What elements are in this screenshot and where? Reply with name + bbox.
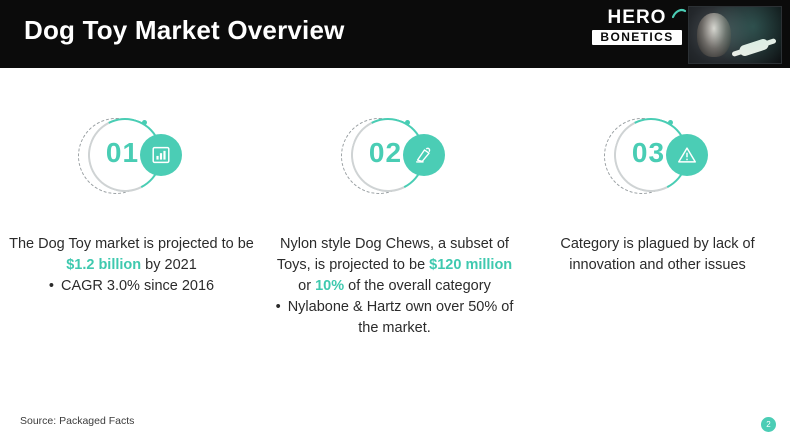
brand-logo	[592, 8, 682, 56]
page-number-badge: 2	[761, 417, 776, 432]
bullet-list-01	[7, 276, 257, 297]
content-columns	[0, 110, 790, 339]
highlight-value: $120 million	[429, 257, 513, 273]
slide-header	[0, 0, 790, 68]
brand-name-secondary: BONETICS	[592, 30, 682, 45]
column-text-01	[7, 234, 257, 297]
step-number-03: 03	[631, 137, 666, 168]
column-01	[0, 110, 263, 339]
step-badge-01	[72, 110, 192, 202]
column-03	[526, 110, 789, 339]
source-note: Source: Packaged Facts	[20, 415, 135, 427]
swoosh-icon	[672, 8, 686, 22]
highlight-value: $1.2 billion	[66, 257, 142, 273]
highlight-value: 10%	[315, 278, 345, 294]
dog-chew-icon	[403, 134, 445, 176]
text-run: Nylon style Dog Chews, a subset of Toys, is projected to be	[276, 236, 509, 273]
photo-glow-overlay	[689, 7, 781, 63]
brand-name-primary: HERO	[607, 7, 667, 28]
step-badge-02	[335, 110, 455, 202]
text-run: of the overall category	[344, 278, 491, 294]
column-text-02	[270, 234, 520, 339]
column-02	[263, 110, 526, 339]
dog-photo	[688, 6, 782, 64]
column-text-03	[533, 234, 783, 276]
step-number-02: 02	[368, 137, 403, 168]
step-number-01: 01	[105, 137, 140, 168]
list-item: • Nylabone & Hartz own over 50% of the market.	[270, 297, 520, 339]
text-run: by 2021	[141, 257, 197, 273]
text-run: Category is plagued by lack of innovation and other issues	[560, 236, 755, 273]
text-run: or	[298, 278, 316, 294]
warning-triangle-icon	[666, 134, 708, 176]
bullet-list-02	[270, 297, 520, 339]
text-run: The Dog Toy market is projected to be	[9, 236, 254, 252]
bar-chart-icon	[140, 134, 182, 176]
step-badge-03	[598, 110, 718, 202]
page-title: Dog Toy Market Overview	[24, 15, 345, 45]
list-item: • CAGR 3.0% since 2016	[7, 276, 257, 297]
